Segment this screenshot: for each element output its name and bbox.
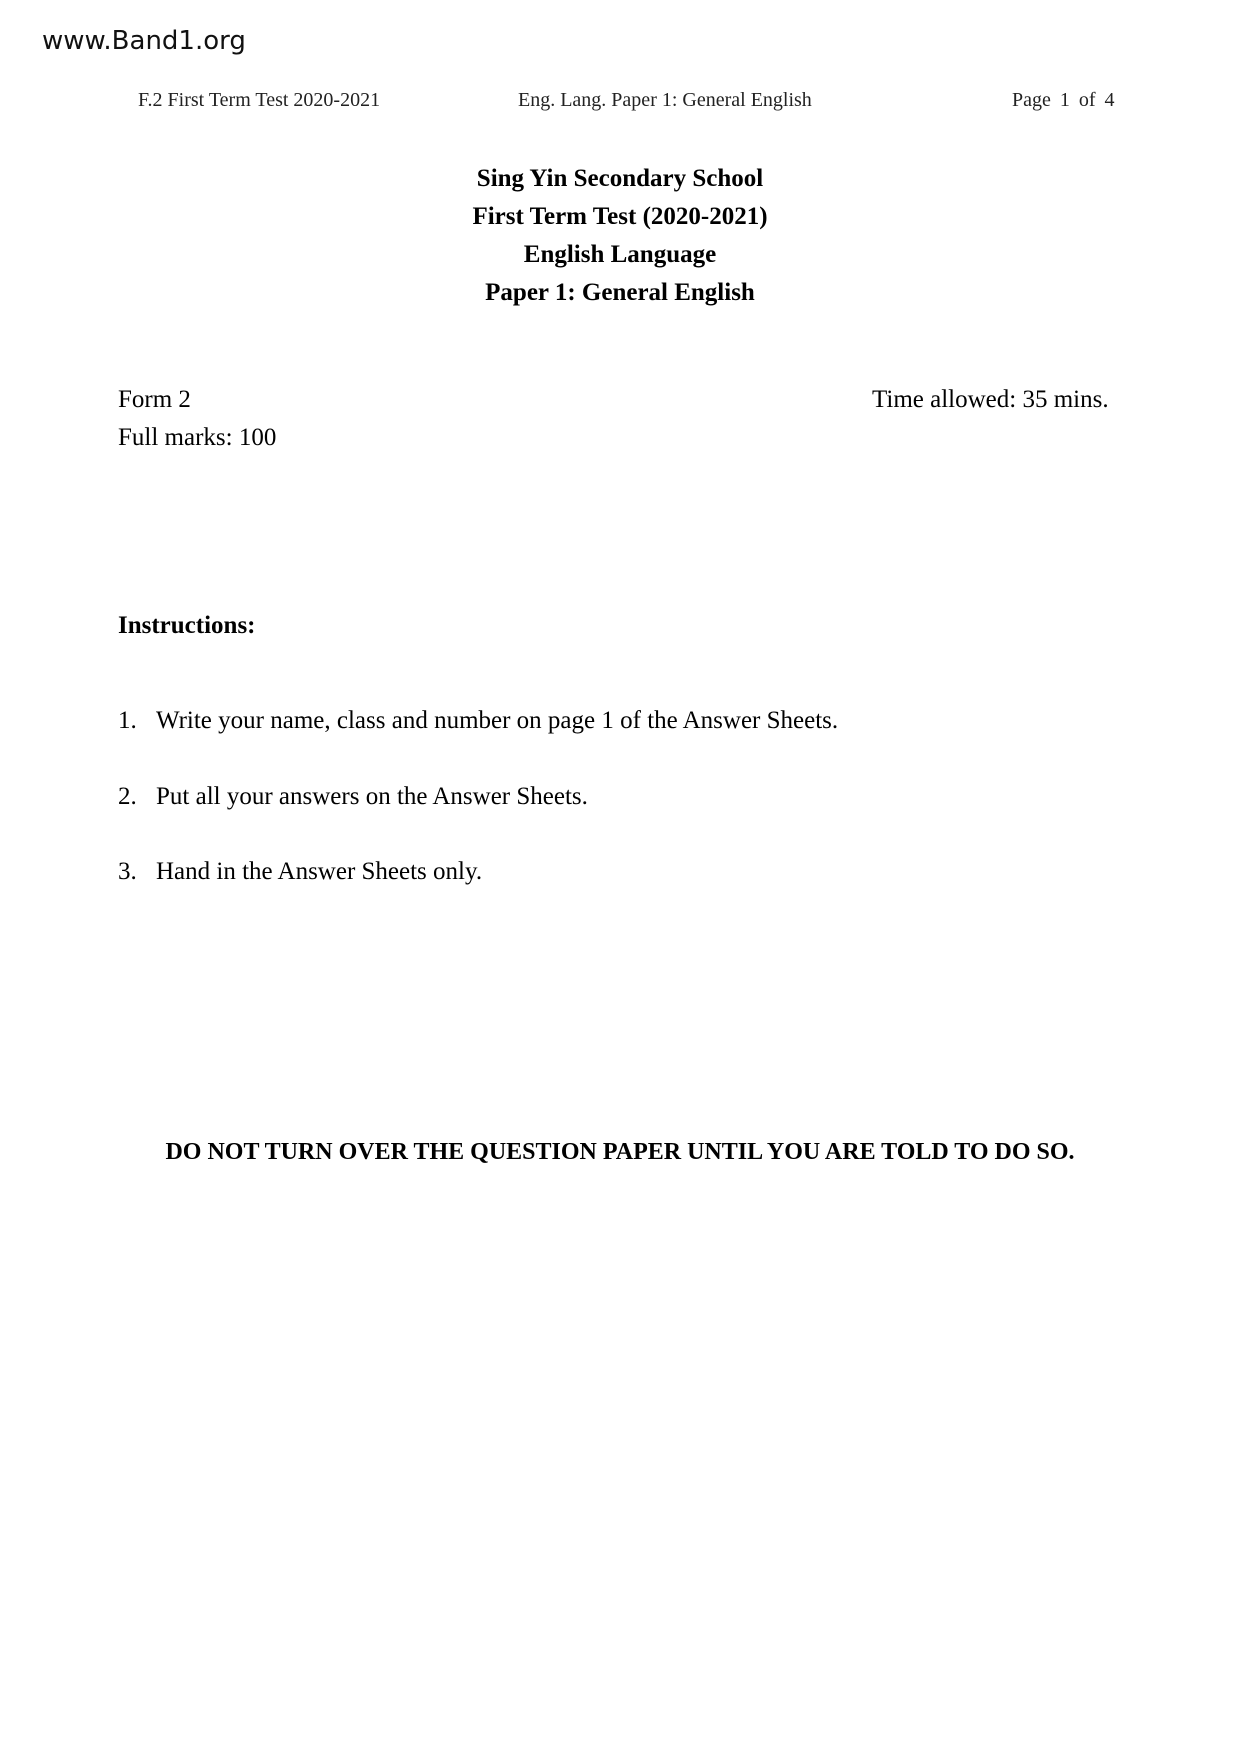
instruction-number: 3. [118,858,137,885]
instruction-text: Put all your answers on the Answer Sheets. [156,783,588,810]
instruction-item [118,707,838,735]
instruction-item [118,783,588,811]
running-header-center: Eng. Lang. Paper 1: General English [518,89,812,111]
test-name: First Term Test (2020-2021) [472,203,768,230]
instruction-number: 1. [118,707,137,734]
instruction-text: Hand in the Answer Sheets only. [156,858,483,885]
subject-name: English Language [523,241,717,268]
running-header-page-number: Page 1 of 4 [1012,89,1115,111]
watermark-text: www.Band1.org [42,26,246,56]
school-name: Sing Yin Secondary School [476,165,764,192]
warning-notice: DO NOT TURN OVER THE QUESTION PAPER UNTIL YOU ARE TOLD TO DO SO. [165,1139,1075,1165]
instruction-item [118,858,482,886]
form-level: Form 2 [118,386,191,413]
full-marks: Full marks: 100 [118,424,277,451]
instructions-heading: Instructions: [118,612,256,639]
instruction-number: 2. [118,783,137,810]
instruction-text: Write your name, class and number on page 1 of the Answer Sheets. [156,707,839,734]
running-header-left: F.2 First Term Test 2020-2021 [138,89,381,111]
title-block [0,160,1240,312]
paper-name: Paper 1: General English [485,279,755,306]
time-allowed: Time allowed: 35 mins. [872,386,1109,413]
